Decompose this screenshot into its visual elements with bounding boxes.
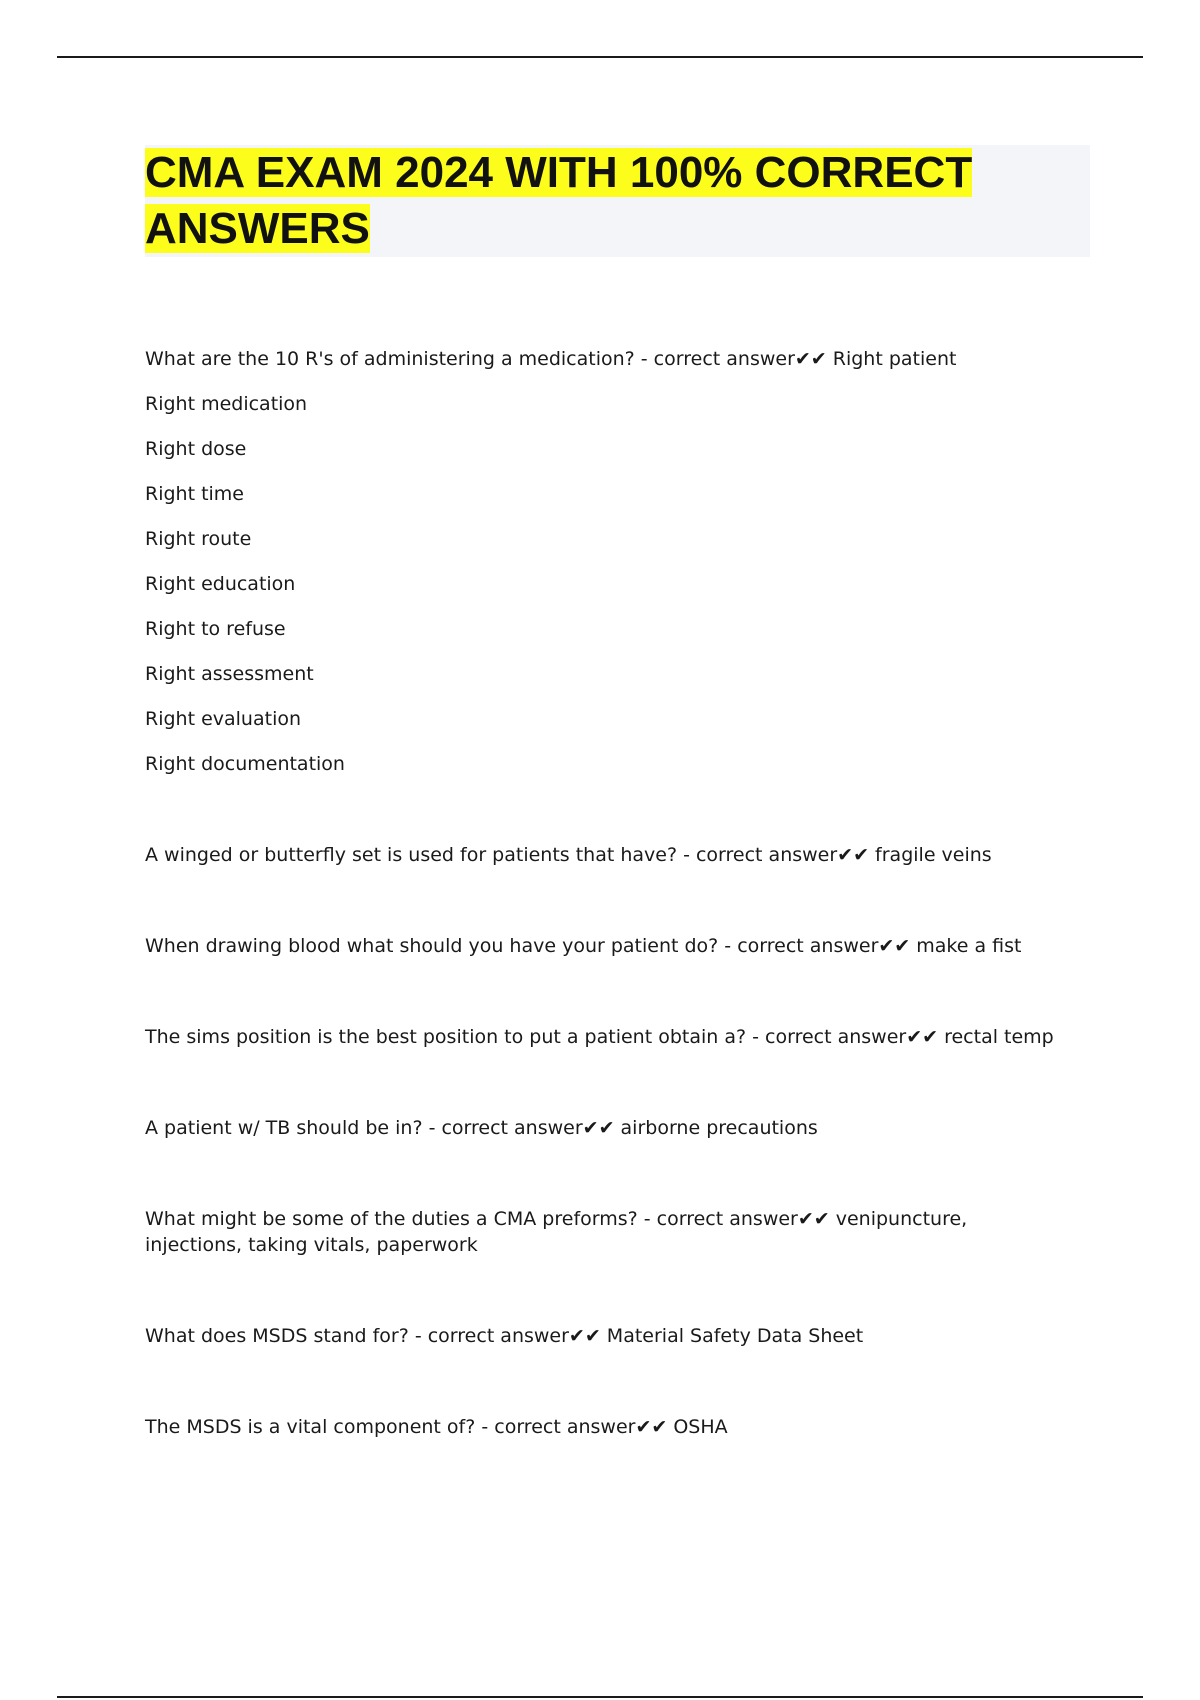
question-3: When drawing blood what should you have your patient do? - correct answer✔✔ make a fist <box>145 935 1022 957</box>
list-item: Right medication <box>145 393 308 415</box>
question-2: A winged or butterfly set is used for patients that have? - correct answer✔✔ fragile veins <box>145 844 992 866</box>
list-item: Right assessment <box>145 663 314 685</box>
list-item: Right evaluation <box>145 708 302 730</box>
list-item: Right education <box>145 573 296 595</box>
list-item: Right documentation <box>145 753 345 775</box>
title-block <box>145 145 1090 257</box>
question-7: What does MSDS stand for? - correct answer✔✔ Material Safety Data Sheet <box>145 1325 864 1347</box>
bottom-rule <box>57 1696 1143 1698</box>
list-item: Right dose <box>145 438 247 460</box>
question-4: The sims position is the best position to put a patient obtain a? - correct answer✔✔ rectal temp <box>145 1026 1054 1048</box>
list-item: Right route <box>145 528 252 550</box>
question-1: What are the 10 R's of administering a medication? - correct answer✔✔ Right patient <box>145 348 957 370</box>
list-item: Right to refuse <box>145 618 286 640</box>
title-highlight: CMA EXAM 2024 WITH 100% CORRECT ANSWERS <box>145 148 973 253</box>
question-6: What might be some of the duties a CMA preforms? - correct answer✔✔ venipuncture, injections, taking vitals, paperwork <box>145 1208 968 1256</box>
question-8: The MSDS is a vital component of? - correct answer✔✔ OSHA <box>145 1416 728 1438</box>
question-5: A patient w/ TB should be in? - correct answer✔✔ airborne precautions <box>145 1117 818 1139</box>
qa-content <box>145 346 1065 1505</box>
answer-list <box>145 391 1065 777</box>
document-title <box>145 145 1090 257</box>
top-rule <box>57 56 1143 58</box>
list-item: Right time <box>145 483 244 505</box>
